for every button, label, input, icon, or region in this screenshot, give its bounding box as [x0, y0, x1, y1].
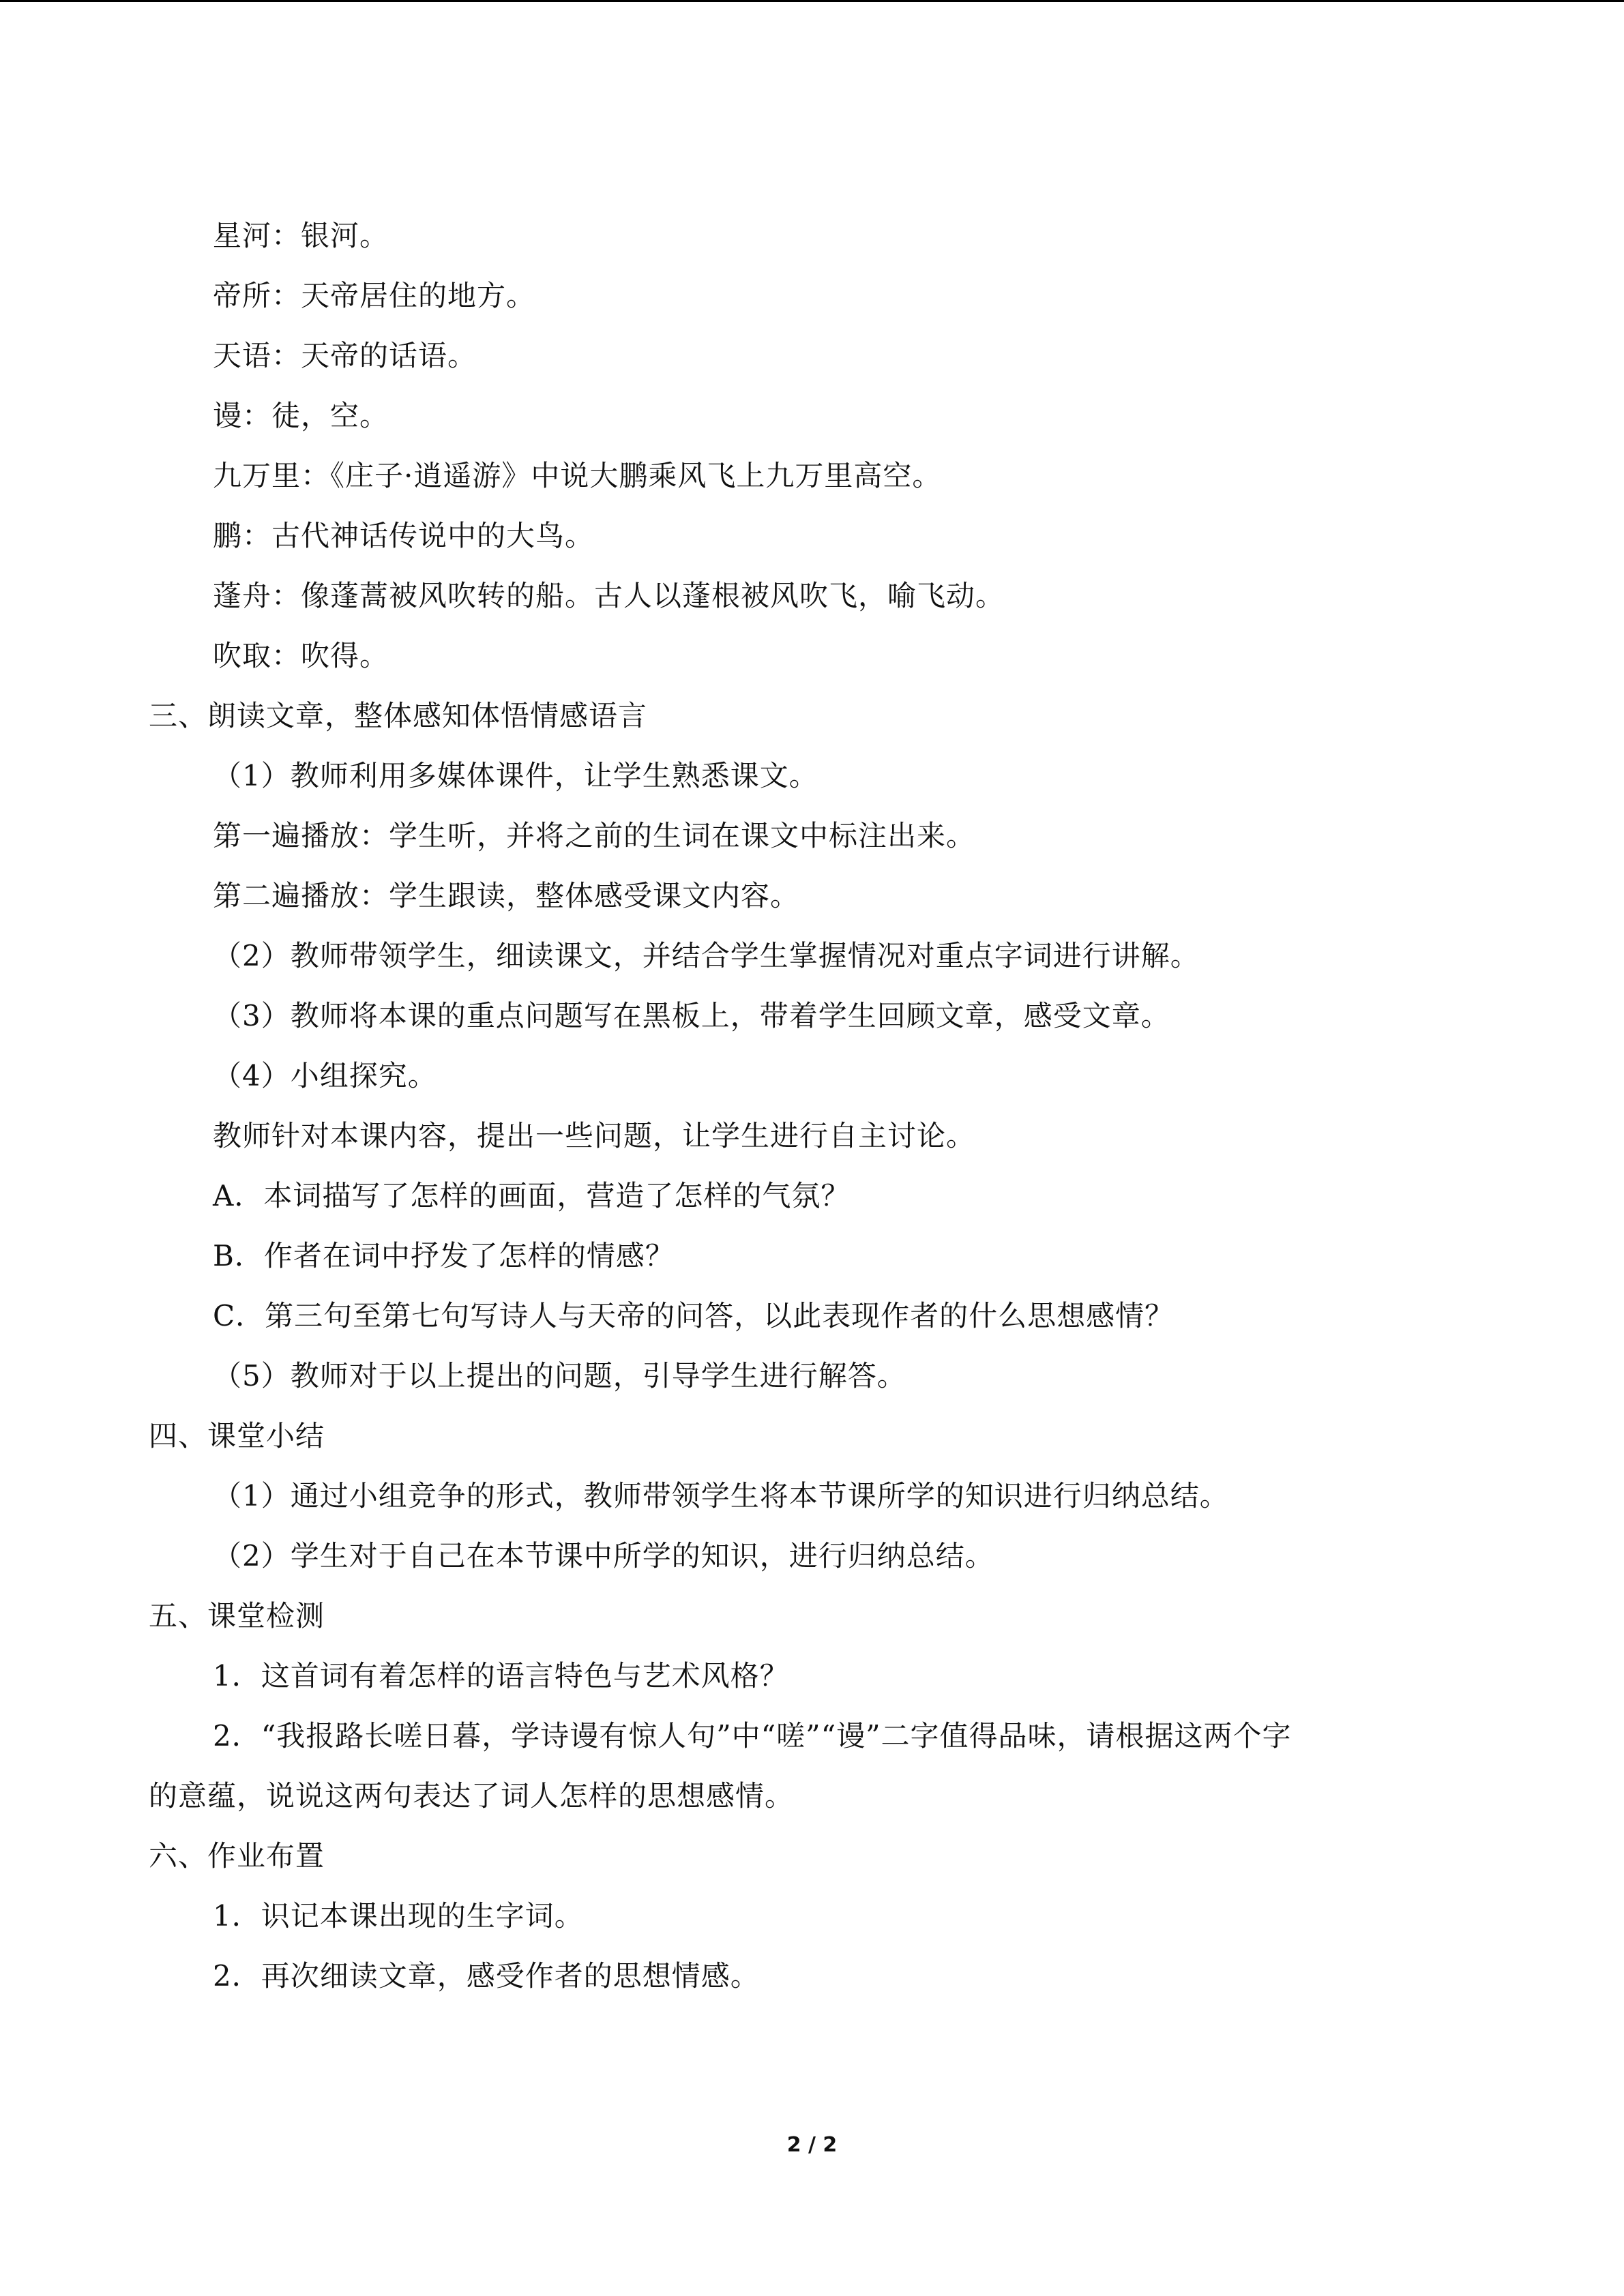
gloss-disuo: 帝所：天帝居住的地方。: [213, 279, 536, 312]
question-b: B．作者在词中抒发了怎样的情感？: [213, 1239, 675, 1272]
first-playback: 第一遍播放：学生听，并将之前的生词在课文中标注出来。: [213, 819, 976, 852]
gloss-pengzhou: 蓬舟：像蓬蒿被风吹转的船。古人以蓬根被风吹飞，喻飞动。: [213, 579, 1005, 612]
section-heading-5: 五、课堂检测: [149, 1599, 325, 1632]
homework-item-2: 2．再次细读文章，感受作者的思想情感。: [213, 1959, 760, 1993]
discussion-intro: 教师针对本课内容，提出一些问题，让学生进行自主讨论。: [213, 1119, 976, 1152]
test-item-2: 2．“我报路长嗟日暮，学诗谩有惊人句”中“嗟”“谩”二字值得品味，请根据这两个字: [213, 1719, 1292, 1753]
test-item-2-cont: 的意蕴，说说这两句表达了词人怎样的思想感情。: [149, 1779, 795, 1813]
gloss-man: 谩：徒，空。: [213, 399, 389, 432]
gloss-tianyu: 天语：天帝的话语。: [213, 339, 477, 372]
gloss-xinghe: 星河：银河。: [213, 219, 389, 252]
second-playback: 第二遍播放：学生跟读，整体感受课文内容。: [213, 879, 800, 912]
step-5: （5）教师对于以上提出的问题，引导学生进行解答。: [213, 1359, 906, 1392]
step-1: （1）教师利用多媒体课件，让学生熟悉课文。: [213, 759, 818, 792]
top-border-rule: [0, 0, 1624, 2]
step-3: （3）教师将本课的重点问题写在黑板上，带着学生回顾文章，感受文章。: [213, 999, 1170, 1032]
question-c: C．第三句至第七句写诗人与天帝的问答，以此表现作者的什么思想感情？: [213, 1299, 1175, 1332]
page-number: 2 / 2: [786, 2133, 838, 2157]
gloss-jiuwanli: 九万里：《庄子·逍遥游》中说大鹏乘风飞上九万里高空。: [213, 459, 942, 492]
step-2: （2）教师带领学生，细读课文，并结合学生掌握情况对重点字词进行讲解。: [213, 939, 1200, 972]
summary-2: （2）学生对于自己在本节课中所学的知识，进行归纳总结。: [213, 1539, 994, 1572]
test-item-1: 1．这首词有着怎样的语言特色与艺术风格？: [213, 1659, 789, 1693]
section-heading-6: 六、作业布置: [149, 1839, 325, 1873]
section-heading-3: 三、朗读文章，整体感知体悟情感语言: [149, 699, 648, 732]
section-heading-4: 四、课堂小结: [149, 1419, 325, 1452]
step-4: （4）小组探究。: [213, 1059, 437, 1092]
homework-item-1: 1．识记本课出现的生字词。: [213, 1899, 584, 1933]
gloss-chuiqu: 吹取：吹得。: [213, 639, 389, 672]
gloss-peng: 鹏：古代神话传说中的大鸟。: [213, 519, 595, 552]
summary-1: （1）通过小组竞争的形式，教师带领学生将本节课所学的知识进行归纳总结。: [213, 1479, 1229, 1512]
question-a: A．本词描写了怎样的画面，营造了怎样的气氛？: [213, 1179, 851, 1212]
